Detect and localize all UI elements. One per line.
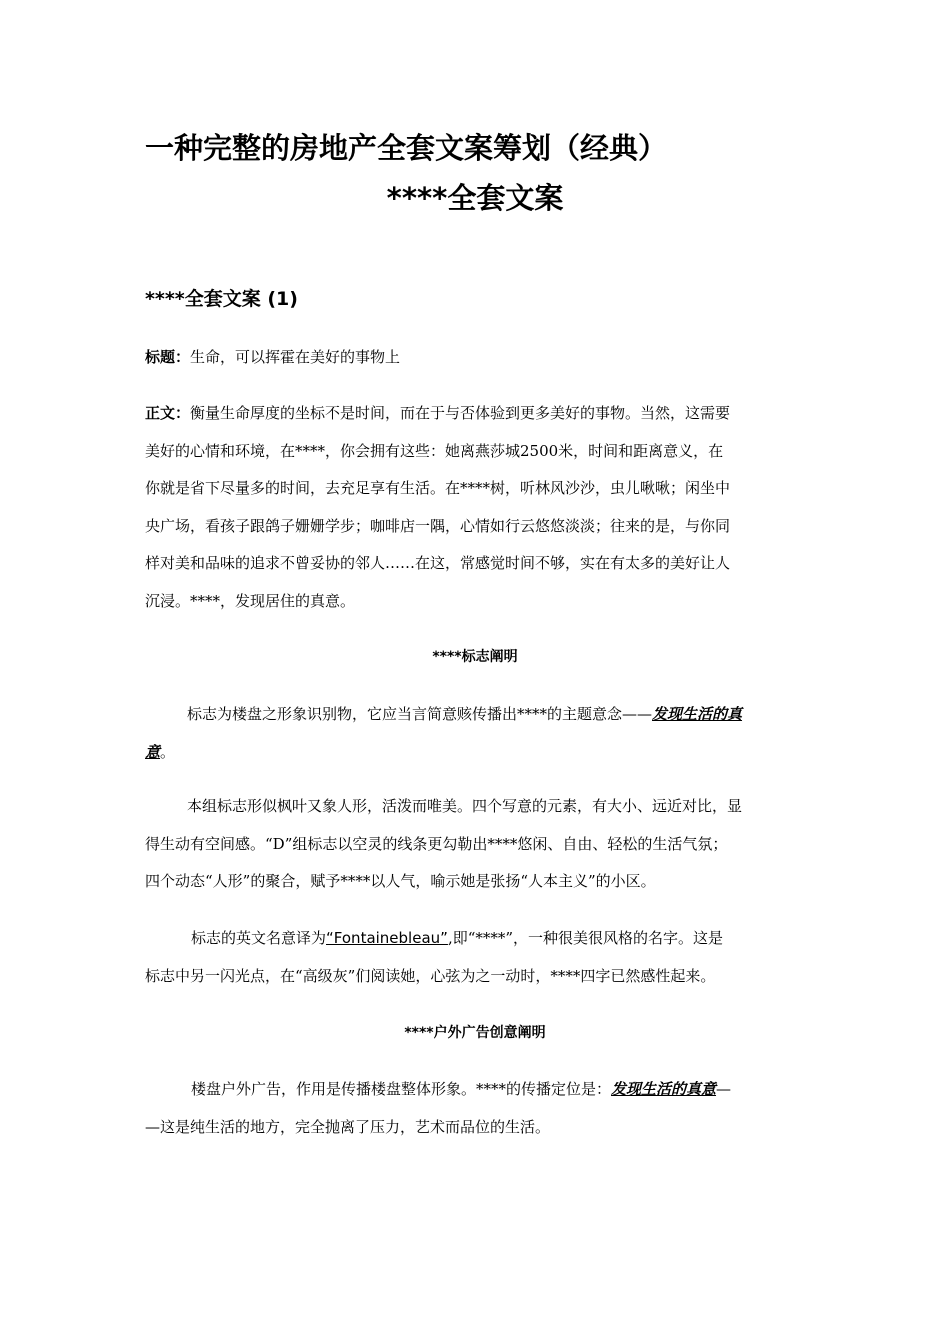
logo-p1-emphasis-cont: 意	[145, 742, 161, 761]
body-line: 沉浸。****，发现居住的真意。	[145, 591, 356, 610]
logo-paragraph-2	[145, 788, 810, 901]
headline-separator: ：	[175, 348, 191, 366]
logo-p1-end: 。	[160, 742, 176, 761]
body-line: 美好的心情和环境，在****，你会拥有这些：她离燕莎城2500米，时间和距离意义，在	[145, 441, 724, 460]
logo-p1-text: 标志为楼盘之形象识别物，它应当言简意赅传播出****的主题意念——	[187, 705, 653, 723]
logo-p2-line: 四个动态“人形”的聚合，赋予****以人气，喻示她是张扬“人本主义”的小区。	[145, 872, 656, 890]
headline-text: 生命，可以挥霍在美好的事物上	[190, 348, 401, 366]
outdoor-post: —	[716, 1080, 732, 1098]
document-subtitle: ****全套文案	[386, 181, 564, 215]
fontainebleau-name: “Fontainebleau”	[326, 929, 448, 947]
outdoor-line2: —这是纯生活的地方，完全抛离了压力，艺术而品位的生活。	[145, 1117, 551, 1136]
body-line: 央广场，看孩子跟鸽子姗姗学步；咖啡店一隅，心情如行云悠悠淡淡；往来的是，与你同	[145, 516, 731, 535]
section-heading: ****全套文案 (1)	[145, 288, 298, 310]
outdoor-pre: 楼盘户外广告，作用是传播楼盘整体形象。****的传播定位是：	[191, 1080, 612, 1098]
body-label: 正文	[145, 404, 176, 422]
outdoor-section-heading: ****户外广告创意阐明	[404, 1025, 546, 1041]
logo-p3-post: ,即“****”，一种很美很风格的名字。这是	[447, 929, 724, 947]
body-line: 你就是省下尽量多的时间，去充足享有生活。在****树，听林风沙沙，虫儿啾啾；闲坐中	[145, 479, 731, 497]
logo-paragraph-3	[145, 920, 810, 995]
outdoor-paragraph	[145, 1071, 810, 1146]
headline-paragraph	[145, 339, 810, 377]
body-line: 样对美和品味的追求不曾妥协的邻人……在这，常感觉时间不够，实在有太多的美好让人	[145, 554, 731, 572]
headline-label: 标题	[145, 348, 176, 366]
logo-p3-pre: 标志的英文名意译为	[191, 929, 327, 947]
outdoor-emphasis: 发现生活的真意	[611, 1080, 717, 1098]
body-paragraph	[145, 395, 810, 620]
logo-section-heading: ****标志阐明	[432, 649, 518, 665]
logo-p3-line2: 标志中另一闪光点，在“高级灰”们阅读她，心弦为之一动时，****四字已然感性起来。	[145, 966, 716, 985]
logo-p1-emphasis: 发现生活的真	[652, 705, 743, 723]
body-separator: ：	[175, 404, 191, 422]
logo-paragraph-1	[145, 696, 810, 771]
logo-p2-line: 本组标志形似枫叶又象人形，活泼而唯美。四个写意的元素，有大小、远近对比，显	[187, 797, 743, 815]
logo-p2-line: 得生动有空间感。“D”组标志以空灵的线条更勾勒出****悠闲、自由、轻松的生活气氛；	[145, 834, 728, 853]
document-title: 一种完整的房地产全套文案筹划（经典）	[145, 131, 668, 165]
body-line: 衡量生命厚度的坐标不是时间，而在于与否体验到更多美好的事物。当然，这需要	[190, 404, 731, 422]
